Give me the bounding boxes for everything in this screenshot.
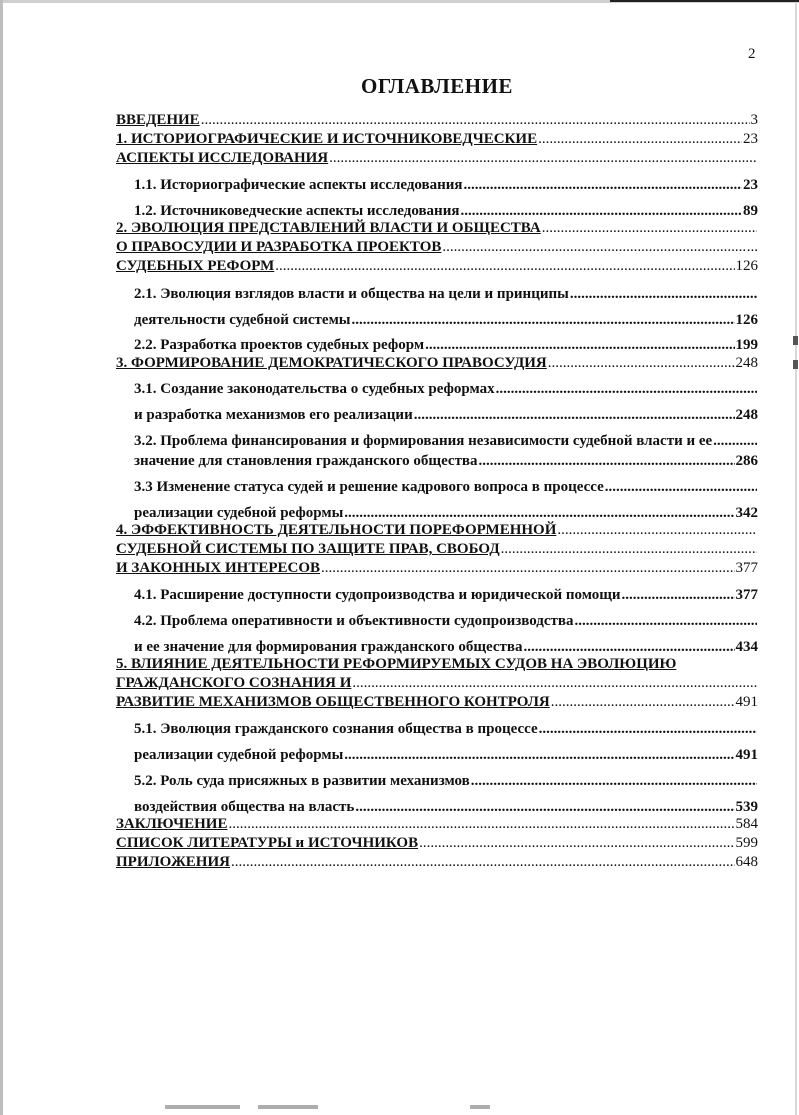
leader-dots bbox=[321, 559, 734, 577]
leader-dots bbox=[275, 257, 734, 275]
scan-bottom-smudge bbox=[258, 1105, 318, 1109]
leader-dots bbox=[352, 311, 735, 329]
toc-entry-page: 648 bbox=[735, 854, 758, 870]
leader-dots bbox=[538, 130, 742, 148]
leader-dots bbox=[539, 720, 757, 738]
toc-entry-page: 23 bbox=[743, 131, 758, 147]
leader-dots bbox=[228, 815, 734, 833]
toc-entry-3-3-cont[interactable] bbox=[134, 504, 758, 522]
toc-entry-label: АСПЕКТЫ ИССЛЕДОВАНИЯ bbox=[116, 150, 329, 166]
toc-entry-label: и разработка механизмов его реализации bbox=[134, 407, 413, 423]
scan-side-mark bbox=[793, 336, 798, 345]
toc-entry-label: 2.2. Разработка проектов судебных реформ bbox=[134, 337, 425, 353]
scan-corner-mark bbox=[610, 0, 799, 2]
toc-entry-chapter-2-cont[interactable] bbox=[116, 257, 758, 275]
toc-entry-5-1-cont[interactable] bbox=[134, 746, 758, 764]
scan-right-edge bbox=[795, 0, 797, 1115]
leader-dots bbox=[201, 111, 750, 129]
toc-entry-label: СПИСОК ЛИТЕРАТУРЫ и ИСТОЧНИКОВ bbox=[116, 835, 419, 851]
toc-entry-page: 584 bbox=[735, 816, 758, 832]
leader-dots bbox=[414, 406, 735, 424]
toc-entry-3-2[interactable] bbox=[134, 432, 758, 450]
leader-dots bbox=[352, 674, 757, 692]
toc-entry-label: и ее значение для формирования гражданского общества bbox=[134, 639, 523, 655]
toc-entry-label: реализации судебной реформы bbox=[134, 747, 344, 763]
toc-entry-page: 23 bbox=[743, 177, 758, 193]
toc-entry-page: 491 bbox=[735, 747, 758, 763]
toc-entry-2-1-cont[interactable] bbox=[134, 311, 758, 329]
toc-entry-page: 599 bbox=[735, 835, 758, 851]
toc-entry-label: 5. ВЛИЯНИЕ ДЕЯТЕЛЬНОСТИ РЕФОРМИРУЕМЫХ СУДОВ НА ЭВОЛЮЦИЮ bbox=[116, 656, 677, 672]
leader-dots bbox=[542, 219, 757, 237]
toc-entry-chapter-2-cont[interactable] bbox=[116, 238, 758, 256]
toc-entry-label: 1.1. Историографические аспекты исследования bbox=[134, 177, 463, 193]
toc-entry-5-2-cont[interactable] bbox=[134, 798, 758, 816]
toc-entry-chapter-5[interactable] bbox=[116, 655, 758, 673]
leader-dots bbox=[344, 746, 734, 764]
toc-entry-label: И ЗАКОННЫХ ИНТЕРЕСОВ bbox=[116, 560, 321, 576]
toc-entry-label: ПРИЛОЖЕНИЯ bbox=[116, 854, 230, 870]
toc-entry-label: воздействия общества на власть bbox=[134, 799, 355, 815]
leader-dots bbox=[479, 452, 735, 470]
toc-entry-conclusion[interactable] bbox=[116, 815, 758, 833]
toc-entry-chapter-4-cont[interactable] bbox=[116, 540, 758, 558]
toc-entry-1-1[interactable] bbox=[134, 176, 758, 194]
toc-entry-3-3[interactable] bbox=[134, 478, 758, 496]
leader-dots bbox=[460, 202, 742, 220]
leader-dots bbox=[419, 834, 734, 852]
toc-entry-3-2-cont[interactable] bbox=[134, 452, 758, 470]
toc-entry-page: 3 bbox=[750, 112, 758, 128]
toc-entry-label: 3.2. Проблема финансирования и формирования независимости судебной власти и ее bbox=[134, 433, 713, 449]
toc-entry-page: 126 bbox=[735, 312, 758, 328]
toc-entry-chapter-5-cont[interactable] bbox=[116, 674, 758, 692]
toc-entry-label: 1.2. Источниковедческие аспекты исследования bbox=[134, 203, 460, 219]
scan-side-mark bbox=[793, 360, 798, 369]
leader-dots bbox=[501, 540, 757, 558]
toc-entry-page: 286 bbox=[735, 453, 758, 469]
leader-dots bbox=[575, 612, 757, 630]
toc-entry-label: 2.1. Эволюция взглядов власти и общества на цели и принципы bbox=[134, 286, 569, 302]
toc-entry-label: 3.1. Создание законодательства о судебных реформах bbox=[134, 381, 495, 397]
toc-entry-label: ЗАКЛЮЧЕНИЕ bbox=[116, 816, 228, 832]
toc-entry-page: 434 bbox=[735, 639, 758, 655]
toc-entry-page: 89 bbox=[743, 203, 758, 219]
leader-dots bbox=[425, 336, 734, 354]
leader-dots bbox=[622, 586, 735, 604]
toc-entry-label: 3.3 Изменение статуса судей и решение кадрового вопроса в процессе bbox=[134, 479, 604, 495]
toc-entry-label: СУДЕБНЫХ РЕФОРМ bbox=[116, 258, 275, 274]
toc-entry-label: реализации судебной реформы bbox=[134, 505, 344, 521]
toc-entry-1-2[interactable] bbox=[134, 202, 758, 220]
toc-entry-label: 4.1. Расширение доступности судопроизводства и юридической помощи bbox=[134, 587, 621, 603]
toc-entry-page: 248 bbox=[735, 355, 758, 371]
leader-dots bbox=[548, 354, 735, 372]
toc-entry-page: 539 bbox=[735, 799, 758, 815]
toc-entry-page: 126 bbox=[735, 258, 758, 274]
toc-entry-page: 248 bbox=[735, 407, 758, 423]
toc-entry-label: ГРАЖДАНСКОГО СОЗНАНИЯ И bbox=[116, 675, 352, 691]
toc-entry-2-1[interactable] bbox=[134, 285, 758, 303]
toc-entry-5-1[interactable] bbox=[134, 720, 758, 738]
toc-entry-introduction[interactable] bbox=[116, 111, 758, 129]
toc-entry-2-2[interactable] bbox=[134, 336, 758, 354]
toc-entry-label: 3. ФОРМИРОВАНИЕ ДЕМОКРАТИЧЕСКОГО ПРАВОСУДИЯ bbox=[116, 355, 547, 371]
leader-dots bbox=[570, 285, 757, 303]
toc-entry-label: деятельности судебной системы bbox=[134, 312, 351, 328]
toc-entry-label: 4.2. Проблема оперативности и объективности судопроизводства bbox=[134, 613, 574, 629]
toc-entry-3-1[interactable] bbox=[134, 380, 758, 398]
toc-entry-page: 491 bbox=[735, 694, 758, 710]
toc-entry-page: 342 bbox=[735, 505, 758, 521]
toc-entry-chapter-4-cont[interactable] bbox=[116, 559, 758, 577]
leader-dots bbox=[355, 798, 734, 816]
scan-left-edge bbox=[0, 0, 3, 1115]
toc-entry-page: 377 bbox=[735, 560, 758, 576]
toc-entry-4-1[interactable] bbox=[134, 586, 758, 604]
toc-entry-label: РАЗВИТИЕ МЕХАНИЗМОВ ОБЩЕСТВЕННОГО КОНТРОЛЯ bbox=[116, 694, 550, 710]
toc-entry-chapter-1-cont[interactable] bbox=[116, 149, 758, 167]
toc-entry-label: 1. ИСТОРИОГРАФИЧЕСКИЕ И ИСТОЧНИКОВЕДЧЕСКИЕ bbox=[116, 131, 538, 147]
toc-entry-label: 4. ЭФФЕКТИВНОСТЬ ДЕЯТЕЛЬНОСТИ ПОРЕФОРМЕННОЙ bbox=[116, 522, 557, 538]
toc-entry-4-2-cont[interactable] bbox=[134, 638, 758, 656]
toc-entry-label: СУДЕБНОЙ СИСТЕМЫ ПО ЗАЩИТЕ ПРАВ, СВОБОД bbox=[116, 541, 500, 557]
scan-bottom-smudge bbox=[470, 1105, 490, 1109]
leader-dots bbox=[605, 478, 757, 496]
leader-dots bbox=[496, 380, 757, 398]
toc-entry-chapter-4[interactable] bbox=[116, 521, 758, 539]
toc-entry-label: 2. ЭВОЛЮЦИЯ ПРЕДСТАВЛЕНИЙ ВЛАСТИ И ОБЩЕСТВА bbox=[116, 220, 541, 236]
leader-dots bbox=[329, 149, 757, 167]
scan-bottom-smudge bbox=[165, 1105, 240, 1109]
leader-dots bbox=[442, 238, 745, 256]
toc-entry-3-1-cont[interactable] bbox=[134, 406, 758, 424]
leader-dots bbox=[551, 693, 735, 711]
leader-dots bbox=[344, 504, 734, 522]
toc-entry-label: 5.1. Эволюция гражданского сознания общества в процессе bbox=[134, 721, 538, 737]
toc-entry-page: 377 bbox=[735, 587, 758, 603]
toc-entry-label: 5.2. Роль суда присяжных в развитии механизмов bbox=[134, 773, 470, 789]
toc-entry-label: ВВЕДЕНИЕ bbox=[116, 112, 200, 128]
toc-entry-chapter-3[interactable] bbox=[116, 354, 758, 372]
toc-entry-chapter-2[interactable] bbox=[116, 219, 758, 237]
toc-entry-label: значение для становления гражданского общества bbox=[134, 453, 478, 469]
toc-entry-page: 199 bbox=[735, 337, 758, 353]
toc-entry-bibliography[interactable] bbox=[116, 834, 758, 852]
toc-entry-label: О ПРАВОСУДИИ И РАЗРАБОТКА ПРОЕКТОВ bbox=[116, 239, 442, 255]
leader-dots bbox=[523, 638, 734, 656]
toc-entry-appendices[interactable] bbox=[116, 853, 758, 871]
page-number: 2 bbox=[748, 46, 756, 62]
toc-entry-4-2[interactable] bbox=[134, 612, 758, 630]
toc-entry-chapter-1[interactable] bbox=[116, 130, 758, 148]
toc-entry-page: ... bbox=[746, 239, 758, 255]
leader-dots bbox=[464, 176, 742, 194]
page-title: ОГЛАВЛЕНИЕ bbox=[361, 74, 513, 98]
leader-dots bbox=[713, 432, 757, 450]
toc-entry-chapter-5-cont[interactable] bbox=[116, 693, 758, 711]
leader-dots bbox=[557, 521, 757, 539]
toc-entry-5-2[interactable] bbox=[134, 772, 758, 790]
leader-dots bbox=[471, 772, 757, 790]
leader-dots bbox=[231, 853, 735, 871]
